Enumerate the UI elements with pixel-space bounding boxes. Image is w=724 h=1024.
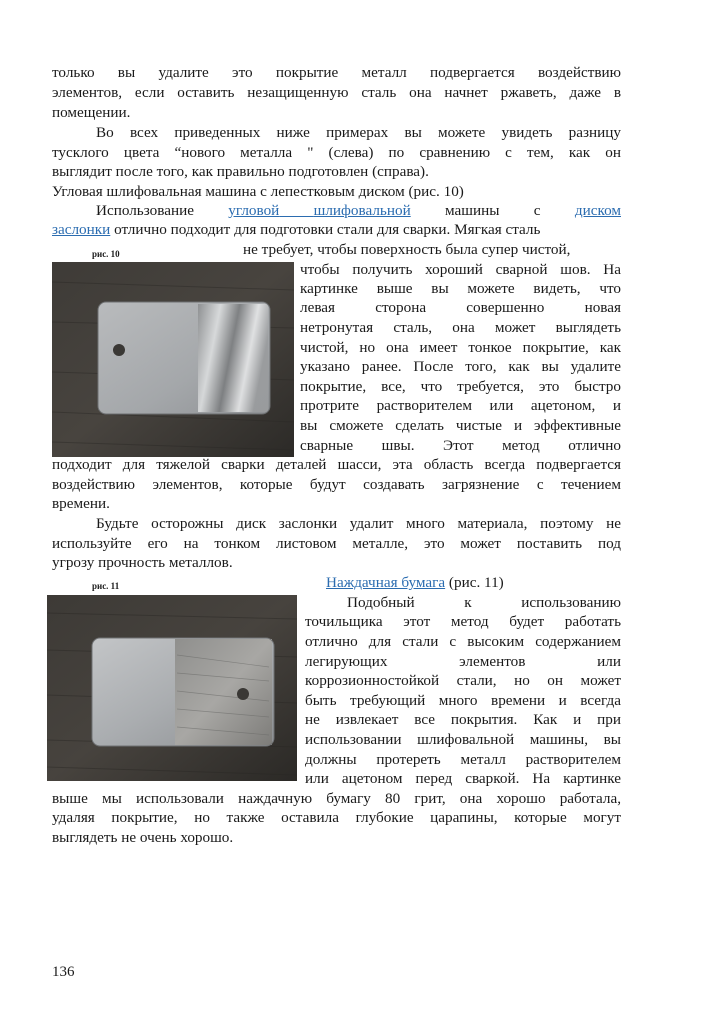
word-with: с [533,202,541,219]
section1-wrap8: протрите растворителем или ацетоном, и [300,397,621,414]
section2-wrap1: Подобный к использованию [347,594,621,611]
steel-coupon-sandpaper-image [47,595,297,781]
section1-line2-rest: отлично подходит для подготовки стали для сварки. Мягкая сталь [114,221,541,238]
caution-line1: Будьте осторожны диск заслонки удалит много материала, поэтому не [96,515,621,532]
word-machine: машины [445,202,500,219]
section1-intro-line [96,201,621,220]
steel-coupon-flap-disc-image [52,262,294,457]
section2-heading [326,573,621,592]
section1-full3: времени. [52,495,110,512]
section2-wrap6: быть требующий много времени и всегда [305,692,621,709]
caution-line3: угрозу прочность металлов. [52,554,233,571]
section2-wrap8: использовании шлифовальной машины, вы [305,731,621,748]
angle-grinder-link[interactable]: угловой шлифовальной [228,202,411,219]
paragraph2-line2: тусклого цвета “нового металла " (слева) по сравнению с тем, как он [52,144,621,161]
paragraph1-line2: элементов, если оставить незащищенную сталь она начнет ржаветь, даже в [52,84,621,101]
section1-wrap5: чистой, но она имеет тонкое покрытие, как [300,339,621,356]
section1-wrap7: покрытие, все, что требуется, это быстро [300,378,621,395]
flap-disc-link-part1[interactable]: диском [574,202,621,219]
section2-wrap5: коррозионностойкой стали, но он может [305,672,621,689]
section2-full3: выглядеть не очень хорошо. [52,829,234,846]
caution-line2: используйте его на тонком листовом металле, это может поставить под [52,535,621,552]
section1-wrap6: указано ранее. После того, как вы удалите [300,358,621,375]
section1-line3: не требует, чтобы поверхность была супер чистой, [243,241,571,258]
sandpaper-link[interactable]: Наждачная бумага [326,574,446,591]
paragraph2-line3: выглядит после того, как правильно подготовлен (справа). [52,163,429,180]
flap-disc-link-part2[interactable]: заслонки [52,221,111,238]
section2-wrap9: должны протереть металл растворителем [305,751,621,768]
paragraph1-line3: помещении. [52,104,131,121]
section1-wrap1: чтобы получить хороший сварной шов. На [300,261,621,278]
section1-full1: подходит для тяжелой сварки деталей шасси, эта область всегда подвергается [52,456,621,473]
section2-full1: выше мы использовали наждачную бумагу 80 грит, она хорошо работала, [52,790,621,807]
figure10-label: рис. 10 [92,249,120,259]
figure11-label: рис. 11 [92,581,120,591]
paragraph1-line1: только вы удалите это покрытие металл подвергается воздействию [52,64,621,81]
figure11-photo [47,595,297,781]
intro-word: Использование [96,202,194,219]
section1-wrap4: нетронутая сталь, она может выглядеть [300,319,621,336]
section1-wrap9: вы сможете сделать чистые и эффективные [300,417,621,434]
section2-wrap2: точильщика этот метод будет работать [305,613,621,630]
section2-full2: удаляя покрытие, но также оставила глубокие царапины, которые могут [52,809,621,826]
section1-line2 [52,220,621,239]
page-number: 136 [52,964,75,980]
section1-wrap3: левая сторона совершенно новая [300,299,621,316]
section2-wrap4: легирующих элементов или [305,653,621,670]
section2-wrap10: или ацетоном перед сваркой. На картинке [305,770,621,787]
section2-wrap3: отлично для стали с высоким содержанием [305,633,621,650]
section2-heading-rest: (рис. 11) [448,574,504,591]
section2-wrap7: не извлекает все покрытия. Как и при [305,711,621,728]
figure10-photo [52,262,294,457]
section1-full2: воздействию элементов, которые будут создавать загрязнение с течением [52,476,621,493]
paragraph2-line1: Во всех приведенных ниже примерах вы можете увидеть разницу [96,124,621,141]
section1-wrap10: сварные швы. Этот метод отлично [300,437,621,454]
section1-heading: Угловая шлифовальная машина с лепестковым диском (рис. 10) [52,183,464,200]
section1-wrap2: картинке выше вы можете видеть, что [300,280,621,297]
